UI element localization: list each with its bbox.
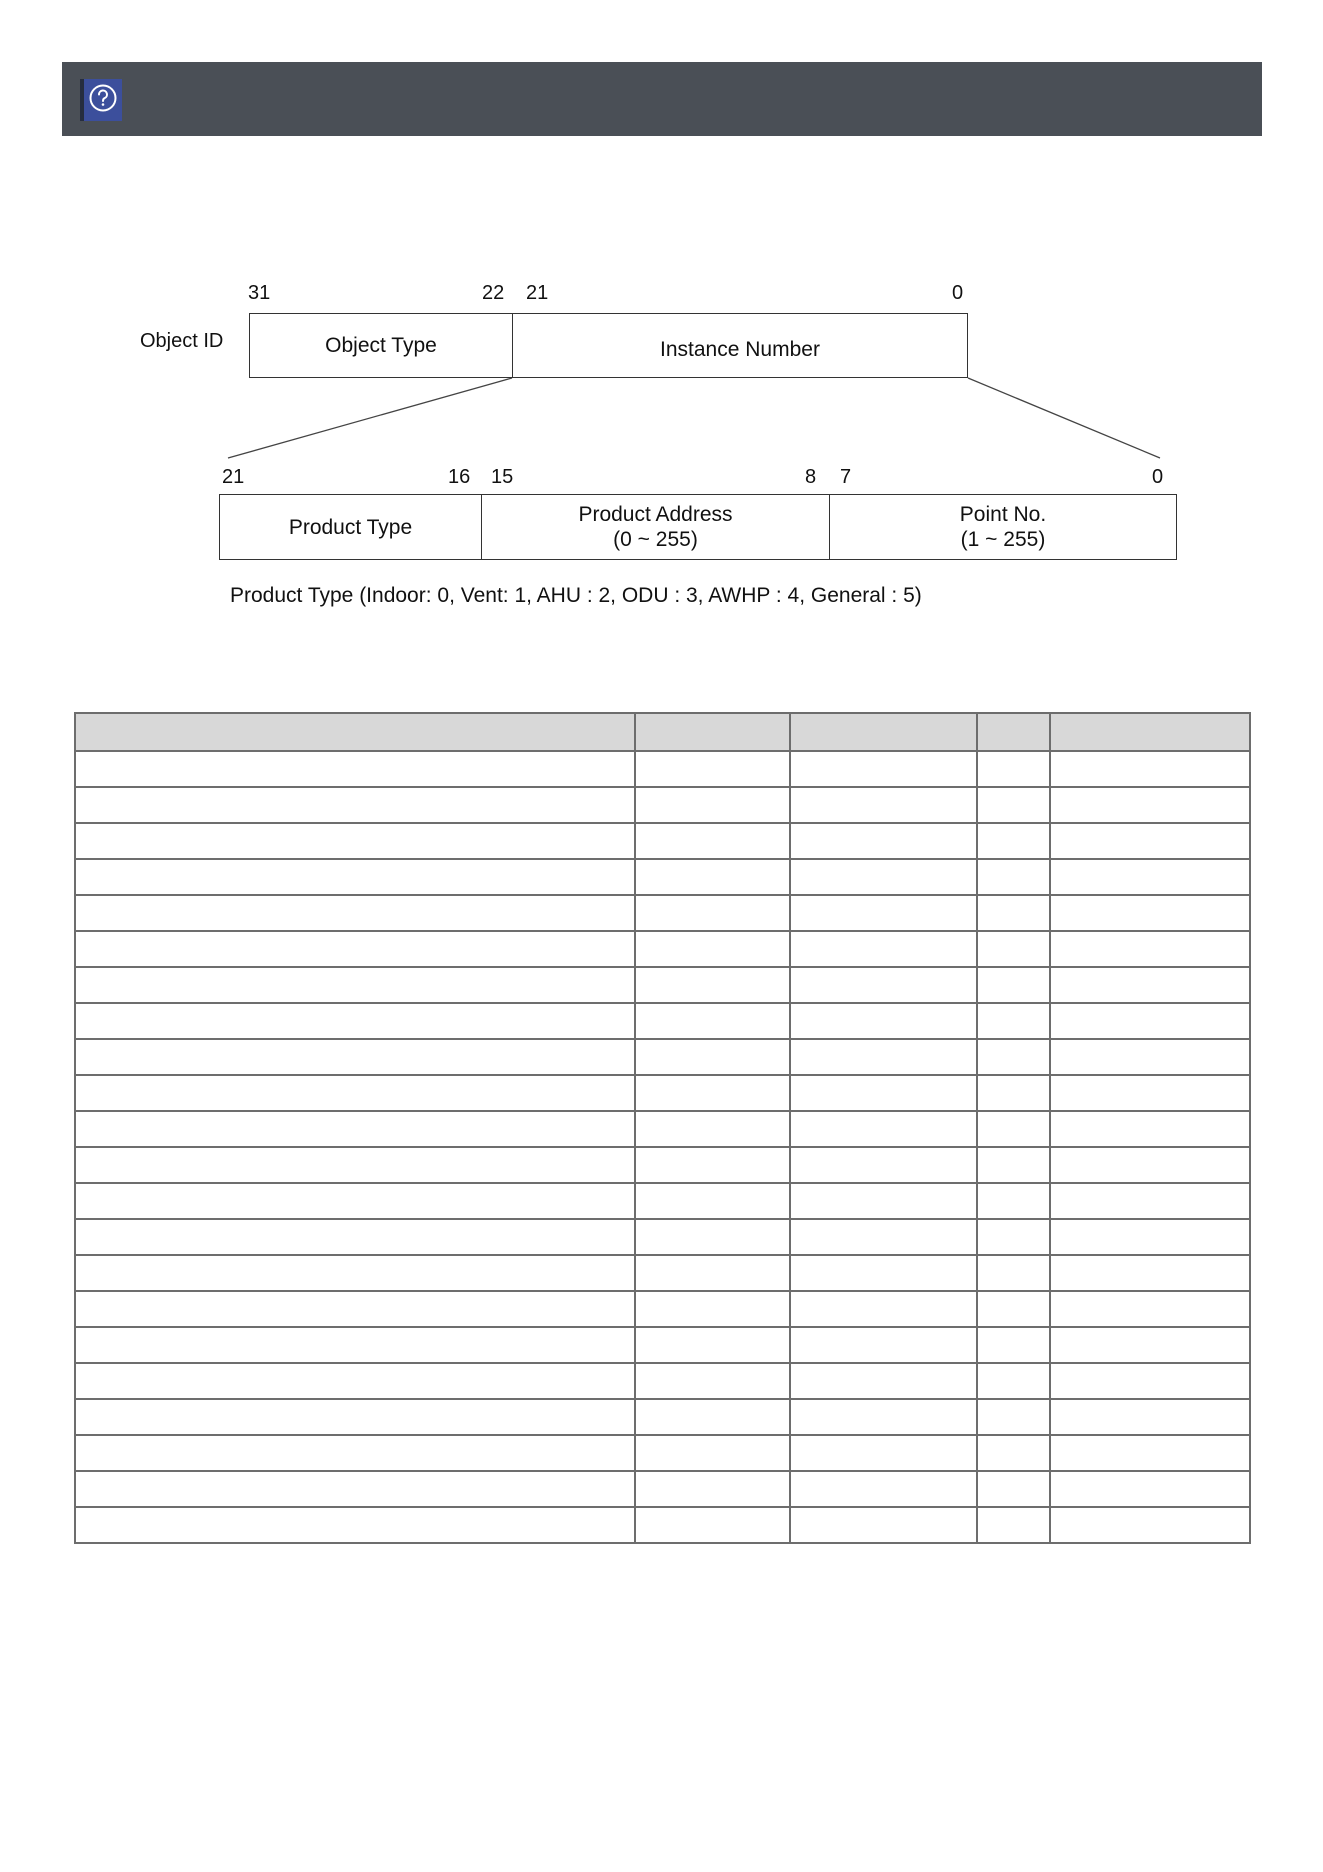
table-cell — [635, 1003, 790, 1039]
table-row — [75, 1111, 1250, 1147]
table-cell — [1050, 1183, 1250, 1219]
product-address-field — [481, 494, 830, 560]
table-cell — [635, 823, 790, 859]
table-row — [75, 787, 1250, 823]
table-cell — [977, 1111, 1050, 1147]
table-cell — [790, 1399, 977, 1435]
bit-label-21: 21 — [526, 282, 549, 304]
table-body — [75, 751, 1250, 1543]
table-cell — [977, 1039, 1050, 1075]
table-cell — [1050, 859, 1250, 895]
table-row — [75, 1435, 1250, 1471]
table-cell — [75, 1219, 635, 1255]
table-header-cell — [635, 713, 790, 751]
table-cell — [1050, 1399, 1250, 1435]
bit-label-31: 31 — [248, 282, 271, 304]
bit-label-21b: 21 — [222, 466, 245, 488]
table-cell — [977, 1183, 1050, 1219]
table-cell — [790, 1147, 977, 1183]
table-cell — [790, 967, 977, 1003]
instance-number-label: Instance Number — [660, 338, 820, 361]
table-cell — [1050, 1219, 1250, 1255]
table-cell — [790, 895, 977, 931]
table-cell — [1050, 823, 1250, 859]
table-cell — [790, 1219, 977, 1255]
table-cell — [1050, 1075, 1250, 1111]
table-cell — [790, 1435, 977, 1471]
table-cell — [75, 1039, 635, 1075]
bit-label-0b: 0 — [1152, 466, 1164, 488]
table-cell — [75, 1003, 635, 1039]
bit-label-15: 15 — [491, 466, 514, 488]
table-cell — [635, 1471, 790, 1507]
point-no-label: Point No. — [959, 503, 1047, 526]
bit-label-7: 7 — [840, 466, 852, 488]
point-no-range: (1 ~ 255) — [960, 528, 1046, 551]
table-cell — [75, 859, 635, 895]
table-cell — [1050, 1471, 1250, 1507]
table-cell — [75, 895, 635, 931]
table-row — [75, 751, 1250, 787]
table-cell — [75, 1111, 635, 1147]
table-cell — [977, 1075, 1050, 1111]
table-cell — [635, 1183, 790, 1219]
table-cell — [75, 1435, 635, 1471]
table-cell — [790, 1507, 977, 1543]
table-cell — [977, 1291, 1050, 1327]
table-cell — [977, 1363, 1050, 1399]
table-cell — [977, 1255, 1050, 1291]
bit-label-16: 16 — [448, 466, 471, 488]
table-cell — [977, 823, 1050, 859]
table-cell — [635, 895, 790, 931]
table-cell — [635, 1291, 790, 1327]
table-cell — [790, 1255, 977, 1291]
table-row — [75, 1183, 1250, 1219]
table-cell — [75, 787, 635, 823]
table-cell — [790, 1075, 977, 1111]
table-row — [75, 967, 1250, 1003]
product-type-field — [219, 494, 482, 560]
table-row — [75, 1399, 1250, 1435]
table-cell — [790, 1183, 977, 1219]
table-cell — [790, 1363, 977, 1399]
table-cell — [1050, 1327, 1250, 1363]
instance-number-field — [512, 313, 968, 378]
table-cell — [635, 787, 790, 823]
table-cell — [790, 1327, 977, 1363]
table-cell — [977, 1003, 1050, 1039]
table-cell — [977, 787, 1050, 823]
table-cell — [977, 1435, 1050, 1471]
table-cell — [75, 751, 635, 787]
table-cell — [75, 823, 635, 859]
table-row — [75, 931, 1250, 967]
table-cell — [75, 967, 635, 1003]
table-cell — [635, 751, 790, 787]
table-row — [75, 1039, 1250, 1075]
table-cell — [977, 1399, 1050, 1435]
table-header-cell — [790, 713, 977, 751]
table-cell — [1050, 1255, 1250, 1291]
table-cell — [635, 1435, 790, 1471]
table-row — [75, 1075, 1250, 1111]
object-id-diagram — [0, 0, 1323, 640]
table-cell — [635, 931, 790, 967]
table-row — [75, 1147, 1250, 1183]
table-cell — [977, 1219, 1050, 1255]
table-cell — [75, 1075, 635, 1111]
table-cell — [1050, 1435, 1250, 1471]
table-cell — [635, 1219, 790, 1255]
table-cell — [635, 859, 790, 895]
table-cell — [75, 1291, 635, 1327]
table-cell — [1050, 1147, 1250, 1183]
table-cell — [635, 1399, 790, 1435]
bit-label-22: 22 — [482, 282, 505, 304]
table-cell — [1050, 931, 1250, 967]
product-address-label: Product Address — [578, 503, 733, 526]
table-cell — [75, 1183, 635, 1219]
table-cell — [1050, 1291, 1250, 1327]
table-cell — [1050, 1039, 1250, 1075]
product-address-range: (0 ~ 255) — [613, 528, 698, 551]
table-row — [75, 1219, 1250, 1255]
bit-label-8: 8 — [805, 466, 817, 488]
object-type-field — [249, 313, 513, 378]
object-id-label: Object ID — [140, 330, 224, 352]
table-cell — [75, 1363, 635, 1399]
empty-table — [74, 712, 1251, 1544]
table-row — [75, 859, 1250, 895]
table-cell — [790, 1039, 977, 1075]
table-row — [75, 1471, 1250, 1507]
table-cell — [977, 1327, 1050, 1363]
table-header-cell — [977, 713, 1050, 751]
table-cell — [1050, 751, 1250, 787]
table-cell — [75, 1507, 635, 1543]
table-cell — [1050, 1363, 1250, 1399]
table-cell — [635, 967, 790, 1003]
table-cell — [790, 787, 977, 823]
table-row — [75, 1003, 1250, 1039]
table-cell — [75, 931, 635, 967]
table-cell — [75, 1255, 635, 1291]
table-cell — [1050, 1507, 1250, 1543]
table-cell — [75, 1147, 635, 1183]
table-cell — [1050, 1111, 1250, 1147]
table-cell — [977, 895, 1050, 931]
table-cell — [790, 1003, 977, 1039]
table-header-cell — [1050, 713, 1250, 751]
table-row — [75, 823, 1250, 859]
table-cell — [635, 1147, 790, 1183]
table-row — [75, 1363, 1250, 1399]
point-no-field — [829, 494, 1177, 560]
table-cell — [635, 1363, 790, 1399]
table-row — [75, 1255, 1250, 1291]
bit-label-0: 0 — [952, 282, 964, 304]
table-cell — [790, 1291, 977, 1327]
product-type-label: Product Type — [288, 515, 413, 539]
table-cell — [977, 859, 1050, 895]
table-cell — [790, 931, 977, 967]
table-cell — [977, 751, 1050, 787]
table-cell — [790, 823, 977, 859]
table-cell — [1050, 895, 1250, 931]
table-row — [75, 1507, 1250, 1543]
table-header-row — [75, 713, 1250, 751]
table-cell — [790, 1111, 977, 1147]
table-header-cell — [75, 713, 635, 751]
table-cell — [1050, 1003, 1250, 1039]
table-cell — [790, 1471, 977, 1507]
table-cell — [1050, 787, 1250, 823]
table-cell — [635, 1327, 790, 1363]
table-cell — [635, 1075, 790, 1111]
table-cell — [75, 1327, 635, 1363]
table-cell — [635, 1111, 790, 1147]
table-cell — [635, 1039, 790, 1075]
table-cell — [977, 1507, 1050, 1543]
table-cell — [635, 1255, 790, 1291]
table-cell — [635, 1507, 790, 1543]
table-cell — [977, 931, 1050, 967]
table-row — [75, 1327, 1250, 1363]
table-cell — [977, 967, 1050, 1003]
table-row — [75, 895, 1250, 931]
table-cell — [75, 1399, 635, 1435]
table-cell — [977, 1147, 1050, 1183]
table-cell — [977, 1471, 1050, 1507]
table-cell — [790, 751, 977, 787]
table-row — [75, 1291, 1250, 1327]
table-cell — [1050, 967, 1250, 1003]
product-type-legend: Product Type (Indoor: 0, Vent: 1, AHU : 2, ODU : 3, AWHP : 4, General : 5) — [230, 584, 922, 607]
object-type-label: Object Type — [325, 334, 437, 357]
table-cell — [75, 1471, 635, 1507]
table-cell — [790, 859, 977, 895]
